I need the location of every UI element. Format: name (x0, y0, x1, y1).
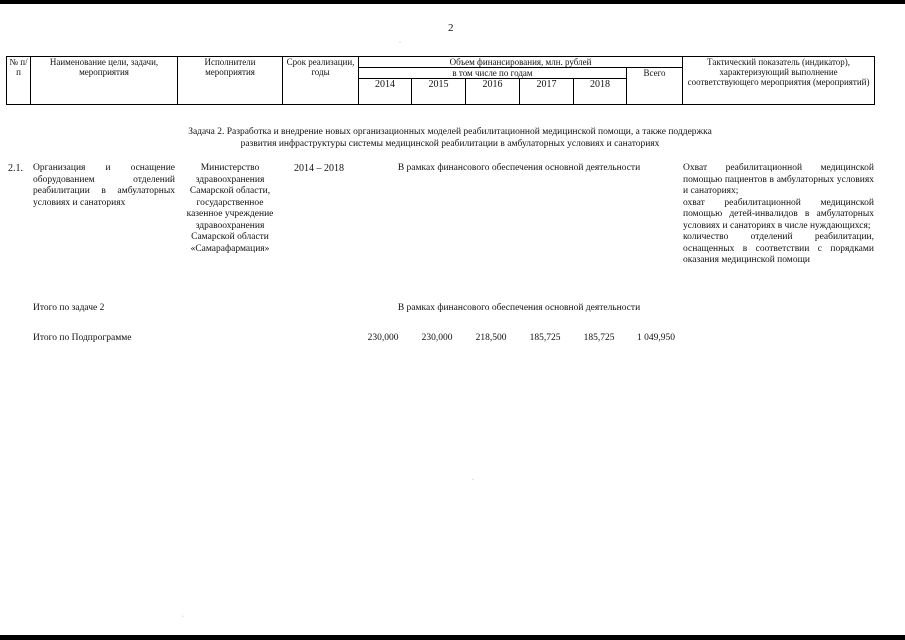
row-financing: В рамках финансового обеспечения основной деятельности (397, 163, 641, 173)
row-activity-name: Организация и оснащение оборудованием отделений реабилитации в амбулаторных условиях и санаториях (33, 163, 175, 208)
scan-speck: · (399, 40, 401, 46)
row-number: 2.1. (8, 163, 23, 174)
page-top-border (0, 0, 905, 4)
row-executors: Министерство здравоохранения Самарской области, государственное казенное учреждение здравоохранения Самарской области «Самарафармация» (186, 163, 274, 254)
header-term: Срок реализации, годы (283, 57, 359, 105)
header-num: № п/п (7, 57, 31, 105)
total-value-2017: 185,725 (529, 333, 561, 343)
page-number: 2 (448, 22, 454, 34)
total-value-2015: 230,000 (421, 333, 453, 343)
task-title-line-1: Задача 2. Разработка и внедрение новых организационных моделей реабилитационной медицинской помощи, а также поддержка (188, 127, 712, 137)
task-title (130, 126, 770, 150)
header-financing: Объем финансирования, млн. рублей (359, 57, 683, 68)
total-value-2014: 230,000 (367, 333, 399, 343)
total-subprogram-values (356, 333, 686, 345)
total-value-2016: 218,500 (475, 333, 507, 343)
page-bottom-border (0, 635, 905, 640)
indicator-item: охват реабилитационной медицинской помощью детей-инвалидов в амбулаторных условиях и санаториях в числе нуждающихся; (683, 197, 874, 231)
header-total: Всего (627, 68, 683, 105)
header-name: Наименование цели, задачи, мероприятия (31, 57, 178, 105)
scan-speck: · (472, 477, 474, 483)
header-executors: Исполнители мероприятия (178, 57, 283, 105)
total-task-financing: В рамках финансового обеспечения основной деятельности (397, 303, 641, 313)
total-task-label: Итого по задаче 2 (33, 303, 105, 313)
total-value-sum: 1 049,950 (637, 333, 675, 343)
header-table (6, 56, 875, 105)
indicator-item: количество отделений реабилитации, оснащенных в соответствии с порядками оказания медицинской помощи (683, 232, 874, 265)
total-subprogram-label: Итого по Подпрограмме (33, 333, 132, 343)
header-year-2014: 2014 (359, 79, 412, 105)
task-title-line-2: развития инфраструктуры системы медицинской реабилитации в амбулаторных условиях и санаториях (240, 139, 660, 149)
scan-speck: · (182, 614, 184, 620)
header-by-years: в том числе по годам (359, 68, 627, 79)
header-year-2016: 2016 (466, 79, 520, 105)
header-year-2015: 2015 (412, 79, 466, 105)
header-indicator: Тактический показатель (индикатор), характеризующий выполнение соответствующего мероприятия (мероприятий) (683, 57, 875, 105)
indicator-item: Охват реабилитационной медицинской помощью пациентов в амбулаторных условиях и санаториях; (683, 163, 874, 196)
header-year-2018: 2018 (574, 79, 627, 105)
row-indicators (683, 163, 874, 267)
row-term: 2014 – 2018 (294, 163, 344, 174)
header-year-2017: 2017 (520, 79, 574, 105)
total-value-2018: 185,725 (583, 333, 615, 343)
